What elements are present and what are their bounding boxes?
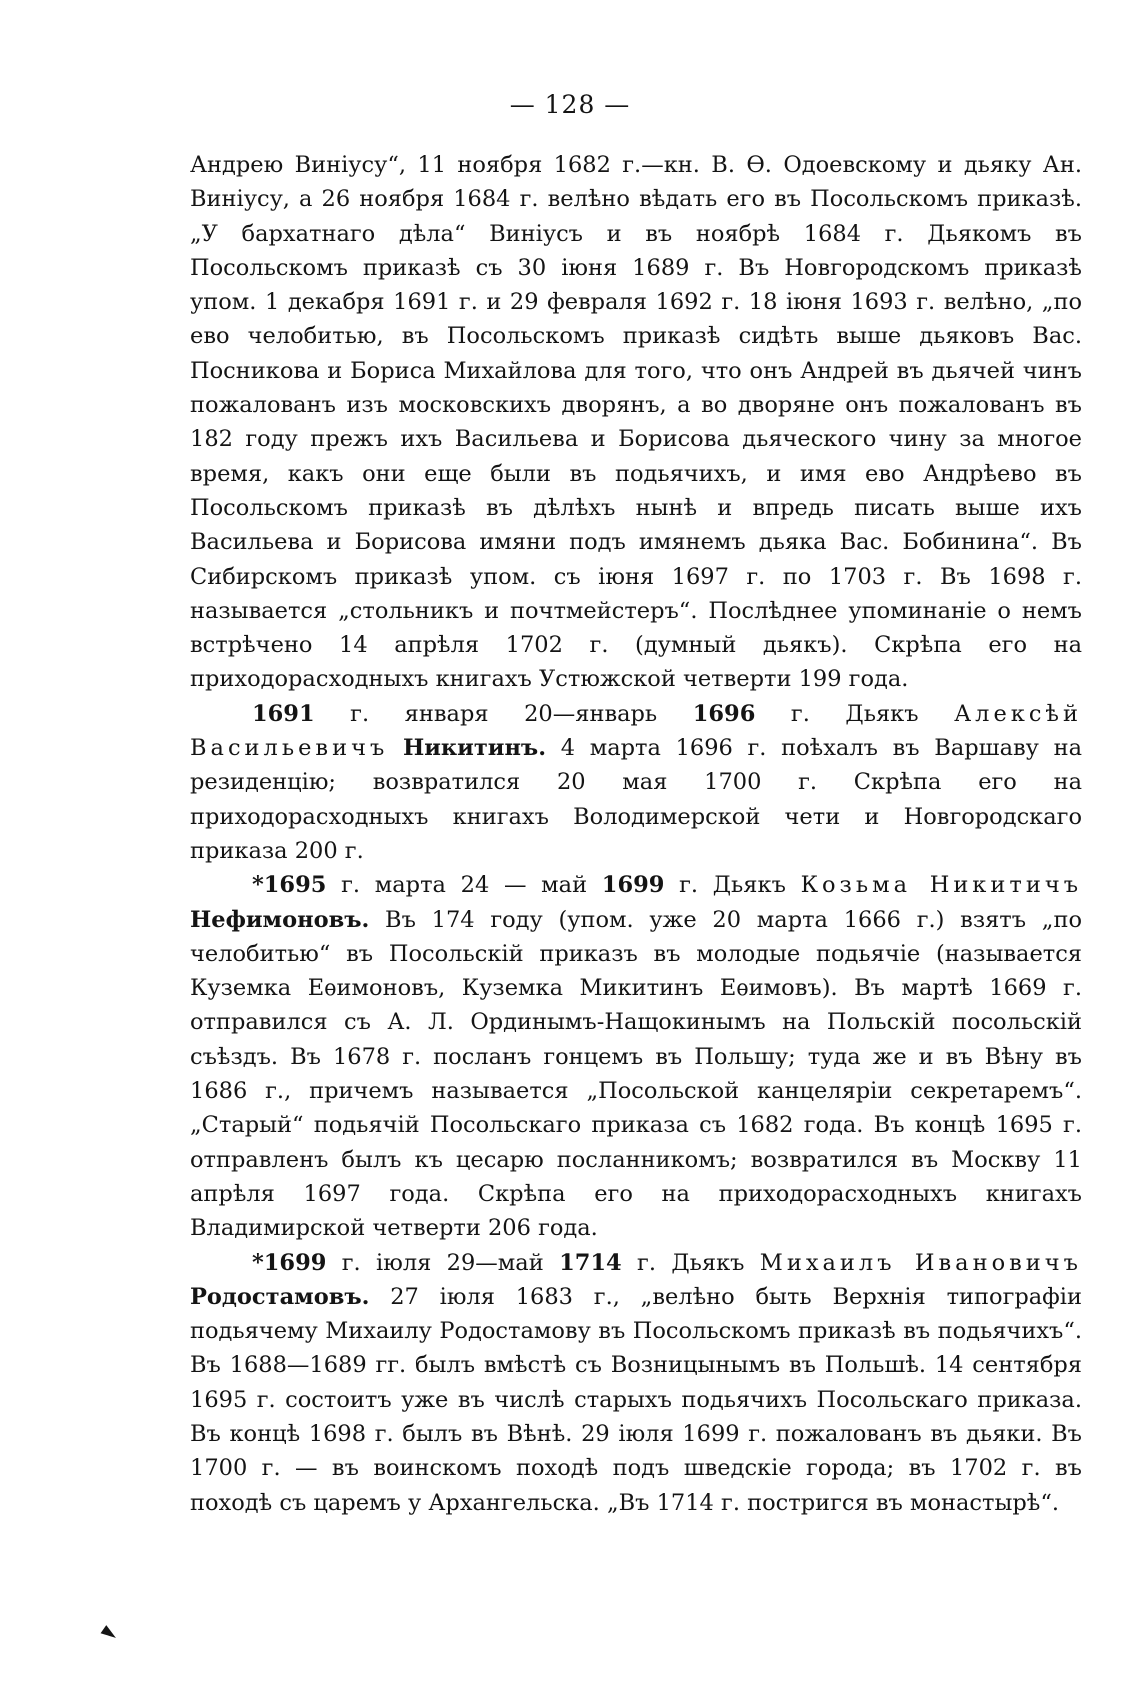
- entry-dates: г. марта 24 — май: [326, 872, 602, 899]
- entry-text: Въ 174 году (упом. уже 20 марта 1666 г.) взятъ „по челобитью“ въ Посольскій приказъ въ молодые подьячіе (называется Куземка Еѳимоновъ, Куземка Микитинъ Еѳимовъ). Въ мартѣ 1669 г. отправился съ А. Л. Ординымъ-Нащокинымъ на Польскій посольскій съѣздъ. Въ 1678 г. посланъ гонцемъ въ Польшу; туда же и въ Вѣну въ 1686 г., причемъ называется „Посольской канцеляріи секретаремъ“. „Старый“ подьячій Посольскаго приказа съ 1682 года. Въ концѣ 1695 г. отправленъ былъ къ цесарю посланникомъ; возвратился въ Москву 11 апрѣля 1697 года. Скрѣпа его на приходорасходныхъ книгахъ Владимирской четверти 206 года.: [190, 906, 1082, 1242]
- entry-nikitin: [190, 697, 1082, 868]
- entry-dates: г. января 20—январь: [314, 700, 693, 727]
- entry-marker: *: [252, 872, 264, 899]
- entry-nefimonov: [190, 868, 1082, 1245]
- entry-first-names: Козьма Никитичъ: [800, 872, 1083, 899]
- entry-year-end: 1699: [601, 872, 665, 899]
- entry-text: 4 марта 1696 г. поѣхалъ въ Варшаву на резиденцію; возвратился 20 мая 1700 г. Скрѣпа его на приходорасходныхъ книгахъ Володимерской чети и Новгородскаго приказа 200 г.: [190, 735, 1082, 864]
- page-number: — 128 —: [509, 90, 631, 119]
- entry-surname: Никитинъ.: [402, 735, 547, 762]
- document-body: [190, 148, 1082, 1520]
- entry-year-start: 1699: [263, 1249, 327, 1276]
- ink-mark-icon: ►: [97, 1617, 124, 1647]
- entry-title: г. Дьякъ: [621, 1249, 760, 1276]
- entry-year-end: 1696: [692, 700, 756, 727]
- entry-first-names: Михаилъ Ивановичъ: [759, 1249, 1082, 1276]
- entry-title: г. Дьякъ: [755, 700, 955, 727]
- entry-year-end: 1714: [559, 1249, 622, 1276]
- entry-dates: г. іюля 29—май: [326, 1249, 560, 1276]
- entry-surname: Нефимоновъ.: [190, 906, 370, 933]
- paragraph-vinius-continuation: Андрею Виніусу“, 11 ноября 1682 г.—кн. В. Ѳ. Одоевскому и дьяку Ан. Виніусу, а 26 ноября 1684 г. велѣно вѣдать его въ Посольскомъ приказѣ. „У бархатнаго дѣла“ Виніусъ и въ ноябрѣ 1684 г. Дьякомъ въ Посольскомъ приказѣ съ 30 іюня 1689 г. Въ Новгородскомъ приказѣ упом. 1 декабря 1691 г. и 29 февраля 1692 г. 18 іюня 1693 г. велѣно, „по ево челобитью, въ Посольскомъ приказѣ сидѣть выше дьяковъ Вас. Посникова и Бориса Михайлова для того, что онъ Андрей въ дьячей чинъ пожалованъ изъ московскихъ дворянъ, а во дворяне онъ пожалованъ въ 182 году прежъ ихъ Васильева и Борисова дьяческого чину за многое время, какъ они еще были въ подьячихъ, и имя ево Андрѣево въ Посольскомъ приказѣ въ дѣлѣхъ нынѣ и впредь писать выше ихъ Васильева и Борисова имяни подъ имянемъ дьяка Вас. Бобинина“. Въ Сибирскомъ приказѣ упом. съ іюня 1697 г. по 1703 г. Въ 1698 г. называется „стольникъ и почтмейстеръ“. Послѣднее упоминаніе о немъ встрѣчено 14 апрѣля 1702 г. (думный дьякъ). Скрѣпа его на приходорасходныхъ книгахъ Устюжской четверти 199 года.: [190, 152, 1082, 693]
- entry-rodostamov: [190, 1246, 1082, 1520]
- entry-first-names: Алексѣй Васильевичъ: [190, 700, 1082, 762]
- entry-year-start: 1695: [263, 872, 327, 899]
- entry-marker: *: [252, 1249, 264, 1276]
- entry-surname: Родостамовъ.: [190, 1283, 370, 1310]
- entry-year-start: 1691: [252, 700, 315, 727]
- entry-text: 27 іюля 1683 г., „велѣно быть Верхнія типографіи подьячему Михаилу Родостамову въ Посольскомъ приказѣ въ подьячихъ“. Въ 1688—1689 гг. былъ вмѣстѣ съ Возницынымъ въ Польшѣ. 14 сентября 1695 г. состоитъ уже въ числѣ старыхъ подьячихъ Посольскаго приказа. Въ концѣ 1698 г. былъ въ Вѣнѣ. 29 іюля 1699 г. пожалованъ въ дьяки. Въ 1700 г. — въ воинскомъ походѣ подъ шведскіе города; въ 1702 г. въ походѣ съ царемъ у Архангельска. „Въ 1714 г. постригся въ монастырѣ“.: [190, 1283, 1082, 1516]
- entry-title: г. Дьякъ: [664, 872, 801, 899]
